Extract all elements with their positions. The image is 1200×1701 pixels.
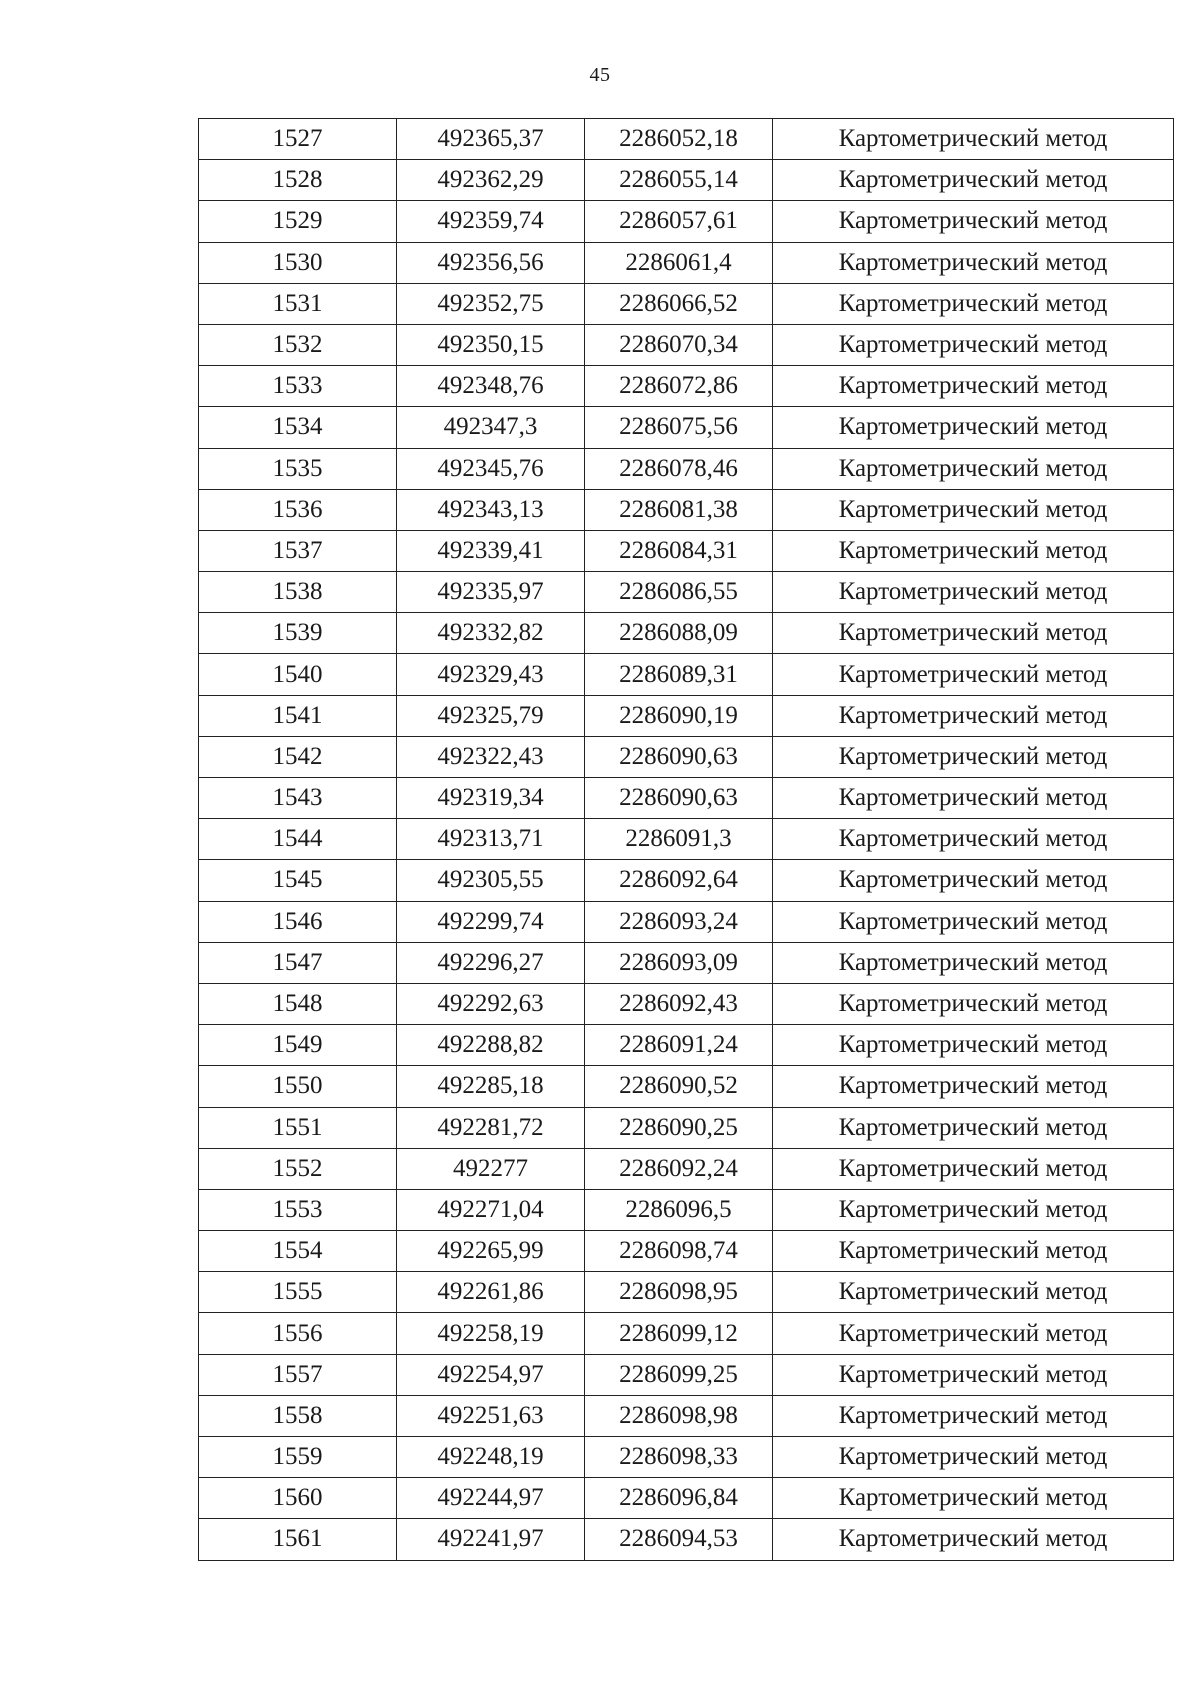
point-number-cell: 1553 [199, 1189, 397, 1230]
point-number-cell: 1539 [199, 613, 397, 654]
method-cell: Картометрический метод [773, 613, 1174, 654]
point-number-cell: 1543 [199, 778, 397, 819]
point-number-cell: 1552 [199, 1148, 397, 1189]
x-coordinate-cell: 492350,15 [397, 324, 585, 365]
table-row [199, 572, 1174, 613]
y-coordinate-cell: 2286057,61 [585, 201, 773, 242]
table-row [199, 448, 1174, 489]
x-coordinate-cell: 492352,75 [397, 283, 585, 324]
x-coordinate-cell: 492296,27 [397, 942, 585, 983]
point-number-cell: 1544 [199, 819, 397, 860]
table-row [199, 860, 1174, 901]
coordinates-table-body [199, 119, 1174, 1561]
table-row [199, 1025, 1174, 1066]
table-row [199, 1107, 1174, 1148]
method-cell: Картометрический метод [773, 695, 1174, 736]
method-cell: Картометрический метод [773, 654, 1174, 695]
table-row [199, 119, 1174, 160]
y-coordinate-cell: 2286092,64 [585, 860, 773, 901]
y-coordinate-cell: 2286055,14 [585, 160, 773, 201]
method-cell: Картометрический метод [773, 1478, 1174, 1519]
point-number-cell: 1559 [199, 1437, 397, 1478]
x-coordinate-cell: 492343,13 [397, 489, 585, 530]
table-row [199, 1519, 1174, 1560]
point-number-cell: 1550 [199, 1066, 397, 1107]
y-coordinate-cell: 2286066,52 [585, 283, 773, 324]
table-row [199, 1354, 1174, 1395]
method-cell: Картометрический метод [773, 1437, 1174, 1478]
table-row [199, 407, 1174, 448]
table-row [199, 778, 1174, 819]
point-number-cell: 1534 [199, 407, 397, 448]
point-number-cell: 1531 [199, 283, 397, 324]
x-coordinate-cell: 492362,29 [397, 160, 585, 201]
x-coordinate-cell: 492305,55 [397, 860, 585, 901]
x-coordinate-cell: 492251,63 [397, 1395, 585, 1436]
method-cell: Картометрический метод [773, 448, 1174, 489]
table-row [199, 283, 1174, 324]
method-cell: Картометрический метод [773, 324, 1174, 365]
method-cell: Картометрический метод [773, 819, 1174, 860]
method-cell: Картометрический метод [773, 1313, 1174, 1354]
table-row [199, 1437, 1174, 1478]
y-coordinate-cell: 2286094,53 [585, 1519, 773, 1560]
method-cell: Картометрический метод [773, 1148, 1174, 1189]
method-cell: Картометрический метод [773, 201, 1174, 242]
x-coordinate-cell: 492332,82 [397, 613, 585, 654]
point-number-cell: 1549 [199, 1025, 397, 1066]
y-coordinate-cell: 2286092,24 [585, 1148, 773, 1189]
method-cell: Картометрический метод [773, 736, 1174, 777]
y-coordinate-cell: 2286070,34 [585, 324, 773, 365]
x-coordinate-cell: 492281,72 [397, 1107, 585, 1148]
method-cell: Картометрический метод [773, 942, 1174, 983]
x-coordinate-cell: 492335,97 [397, 572, 585, 613]
table-row [199, 160, 1174, 201]
x-coordinate-cell: 492244,97 [397, 1478, 585, 1519]
y-coordinate-cell: 2286098,33 [585, 1437, 773, 1478]
y-coordinate-cell: 2286093,24 [585, 901, 773, 942]
table-row [199, 1189, 1174, 1230]
x-coordinate-cell: 492345,76 [397, 448, 585, 489]
table-row [199, 695, 1174, 736]
x-coordinate-cell: 492365,37 [397, 119, 585, 160]
coordinates-table [198, 118, 1174, 1561]
point-number-cell: 1561 [199, 1519, 397, 1560]
point-number-cell: 1555 [199, 1272, 397, 1313]
y-coordinate-cell: 2286092,43 [585, 983, 773, 1024]
y-coordinate-cell: 2286093,09 [585, 942, 773, 983]
y-coordinate-cell: 2286099,12 [585, 1313, 773, 1354]
x-coordinate-cell: 492277 [397, 1148, 585, 1189]
table-row [199, 654, 1174, 695]
y-coordinate-cell: 2286075,56 [585, 407, 773, 448]
table-row [199, 1066, 1174, 1107]
point-number-cell: 1554 [199, 1231, 397, 1272]
y-coordinate-cell: 2286084,31 [585, 530, 773, 571]
x-coordinate-cell: 492322,43 [397, 736, 585, 777]
y-coordinate-cell: 2286096,5 [585, 1189, 773, 1230]
y-coordinate-cell: 2286090,52 [585, 1066, 773, 1107]
point-number-cell: 1556 [199, 1313, 397, 1354]
table-row [199, 530, 1174, 571]
method-cell: Картометрический метод [773, 1107, 1174, 1148]
x-coordinate-cell: 492325,79 [397, 695, 585, 736]
y-coordinate-cell: 2286090,63 [585, 778, 773, 819]
method-cell: Картометрический метод [773, 1231, 1174, 1272]
x-coordinate-cell: 492285,18 [397, 1066, 585, 1107]
point-number-cell: 1529 [199, 201, 397, 242]
table-row [199, 1395, 1174, 1436]
method-cell: Картометрический метод [773, 1189, 1174, 1230]
x-coordinate-cell: 492348,76 [397, 366, 585, 407]
y-coordinate-cell: 2286098,74 [585, 1231, 773, 1272]
method-cell: Картометрический метод [773, 901, 1174, 942]
table-row [199, 242, 1174, 283]
method-cell: Картометрический метод [773, 489, 1174, 530]
point-number-cell: 1557 [199, 1354, 397, 1395]
x-coordinate-cell: 492347,3 [397, 407, 585, 448]
y-coordinate-cell: 2286081,38 [585, 489, 773, 530]
x-coordinate-cell: 492248,19 [397, 1437, 585, 1478]
y-coordinate-cell: 2286090,63 [585, 736, 773, 777]
x-coordinate-cell: 492241,97 [397, 1519, 585, 1560]
table-row [199, 366, 1174, 407]
x-coordinate-cell: 492261,86 [397, 1272, 585, 1313]
point-number-cell: 1527 [199, 119, 397, 160]
y-coordinate-cell: 2286052,18 [585, 119, 773, 160]
x-coordinate-cell: 492329,43 [397, 654, 585, 695]
y-coordinate-cell: 2286090,19 [585, 695, 773, 736]
method-cell: Картометрический метод [773, 1519, 1174, 1560]
method-cell: Картометрический метод [773, 283, 1174, 324]
point-number-cell: 1535 [199, 448, 397, 489]
y-coordinate-cell: 2286099,25 [585, 1354, 773, 1395]
point-number-cell: 1536 [199, 489, 397, 530]
method-cell: Картометрический метод [773, 778, 1174, 819]
point-number-cell: 1558 [199, 1395, 397, 1436]
table-row [199, 1313, 1174, 1354]
table-row [199, 613, 1174, 654]
y-coordinate-cell: 2286072,86 [585, 366, 773, 407]
method-cell: Картометрический метод [773, 860, 1174, 901]
point-number-cell: 1528 [199, 160, 397, 201]
table-row [199, 1148, 1174, 1189]
method-cell: Картометрический метод [773, 1272, 1174, 1313]
x-coordinate-cell: 492356,56 [397, 242, 585, 283]
point-number-cell: 1540 [199, 654, 397, 695]
y-coordinate-cell: 2286089,31 [585, 654, 773, 695]
point-number-cell: 1537 [199, 530, 397, 571]
method-cell: Картометрический метод [773, 1066, 1174, 1107]
point-number-cell: 1542 [199, 736, 397, 777]
table-row [199, 901, 1174, 942]
point-number-cell: 1545 [199, 860, 397, 901]
y-coordinate-cell: 2286061,4 [585, 242, 773, 283]
y-coordinate-cell: 2286078,46 [585, 448, 773, 489]
point-number-cell: 1538 [199, 572, 397, 613]
x-coordinate-cell: 492319,34 [397, 778, 585, 819]
point-number-cell: 1533 [199, 366, 397, 407]
x-coordinate-cell: 492339,41 [397, 530, 585, 571]
table-row [199, 1478, 1174, 1519]
point-number-cell: 1551 [199, 1107, 397, 1148]
method-cell: Картометрический метод [773, 1025, 1174, 1066]
y-coordinate-cell: 2286091,3 [585, 819, 773, 860]
table-row [199, 324, 1174, 365]
table-row [199, 489, 1174, 530]
method-cell: Картометрический метод [773, 1354, 1174, 1395]
x-coordinate-cell: 492254,97 [397, 1354, 585, 1395]
method-cell: Картометрический метод [773, 119, 1174, 160]
method-cell: Картометрический метод [773, 242, 1174, 283]
method-cell: Картометрический метод [773, 572, 1174, 613]
method-cell: Картометрический метод [773, 160, 1174, 201]
point-number-cell: 1532 [199, 324, 397, 365]
table-row [199, 942, 1174, 983]
table-row [199, 201, 1174, 242]
table-row [199, 983, 1174, 1024]
point-number-cell: 1548 [199, 983, 397, 1024]
method-cell: Картометрический метод [773, 366, 1174, 407]
table-row [199, 1231, 1174, 1272]
x-coordinate-cell: 492313,71 [397, 819, 585, 860]
y-coordinate-cell: 2286091,24 [585, 1025, 773, 1066]
x-coordinate-cell: 492265,99 [397, 1231, 585, 1272]
x-coordinate-cell: 492288,82 [397, 1025, 585, 1066]
x-coordinate-cell: 492292,63 [397, 983, 585, 1024]
point-number-cell: 1546 [199, 901, 397, 942]
x-coordinate-cell: 492271,04 [397, 1189, 585, 1230]
y-coordinate-cell: 2286086,55 [585, 572, 773, 613]
point-number-cell: 1530 [199, 242, 397, 283]
x-coordinate-cell: 492258,19 [397, 1313, 585, 1354]
page-number: 45 [589, 64, 611, 86]
point-number-cell: 1541 [199, 695, 397, 736]
y-coordinate-cell: 2286088,09 [585, 613, 773, 654]
point-number-cell: 1560 [199, 1478, 397, 1519]
x-coordinate-cell: 492299,74 [397, 901, 585, 942]
method-cell: Картометрический метод [773, 1395, 1174, 1436]
method-cell: Картометрический метод [773, 407, 1174, 448]
method-cell: Картометрический метод [773, 983, 1174, 1024]
point-number-cell: 1547 [199, 942, 397, 983]
y-coordinate-cell: 2286096,84 [585, 1478, 773, 1519]
y-coordinate-cell: 2286090,25 [585, 1107, 773, 1148]
table-row [199, 1272, 1174, 1313]
y-coordinate-cell: 2286098,98 [585, 1395, 773, 1436]
method-cell: Картометрический метод [773, 530, 1174, 571]
table-row [199, 819, 1174, 860]
y-coordinate-cell: 2286098,95 [585, 1272, 773, 1313]
x-coordinate-cell: 492359,74 [397, 201, 585, 242]
table-row [199, 736, 1174, 777]
